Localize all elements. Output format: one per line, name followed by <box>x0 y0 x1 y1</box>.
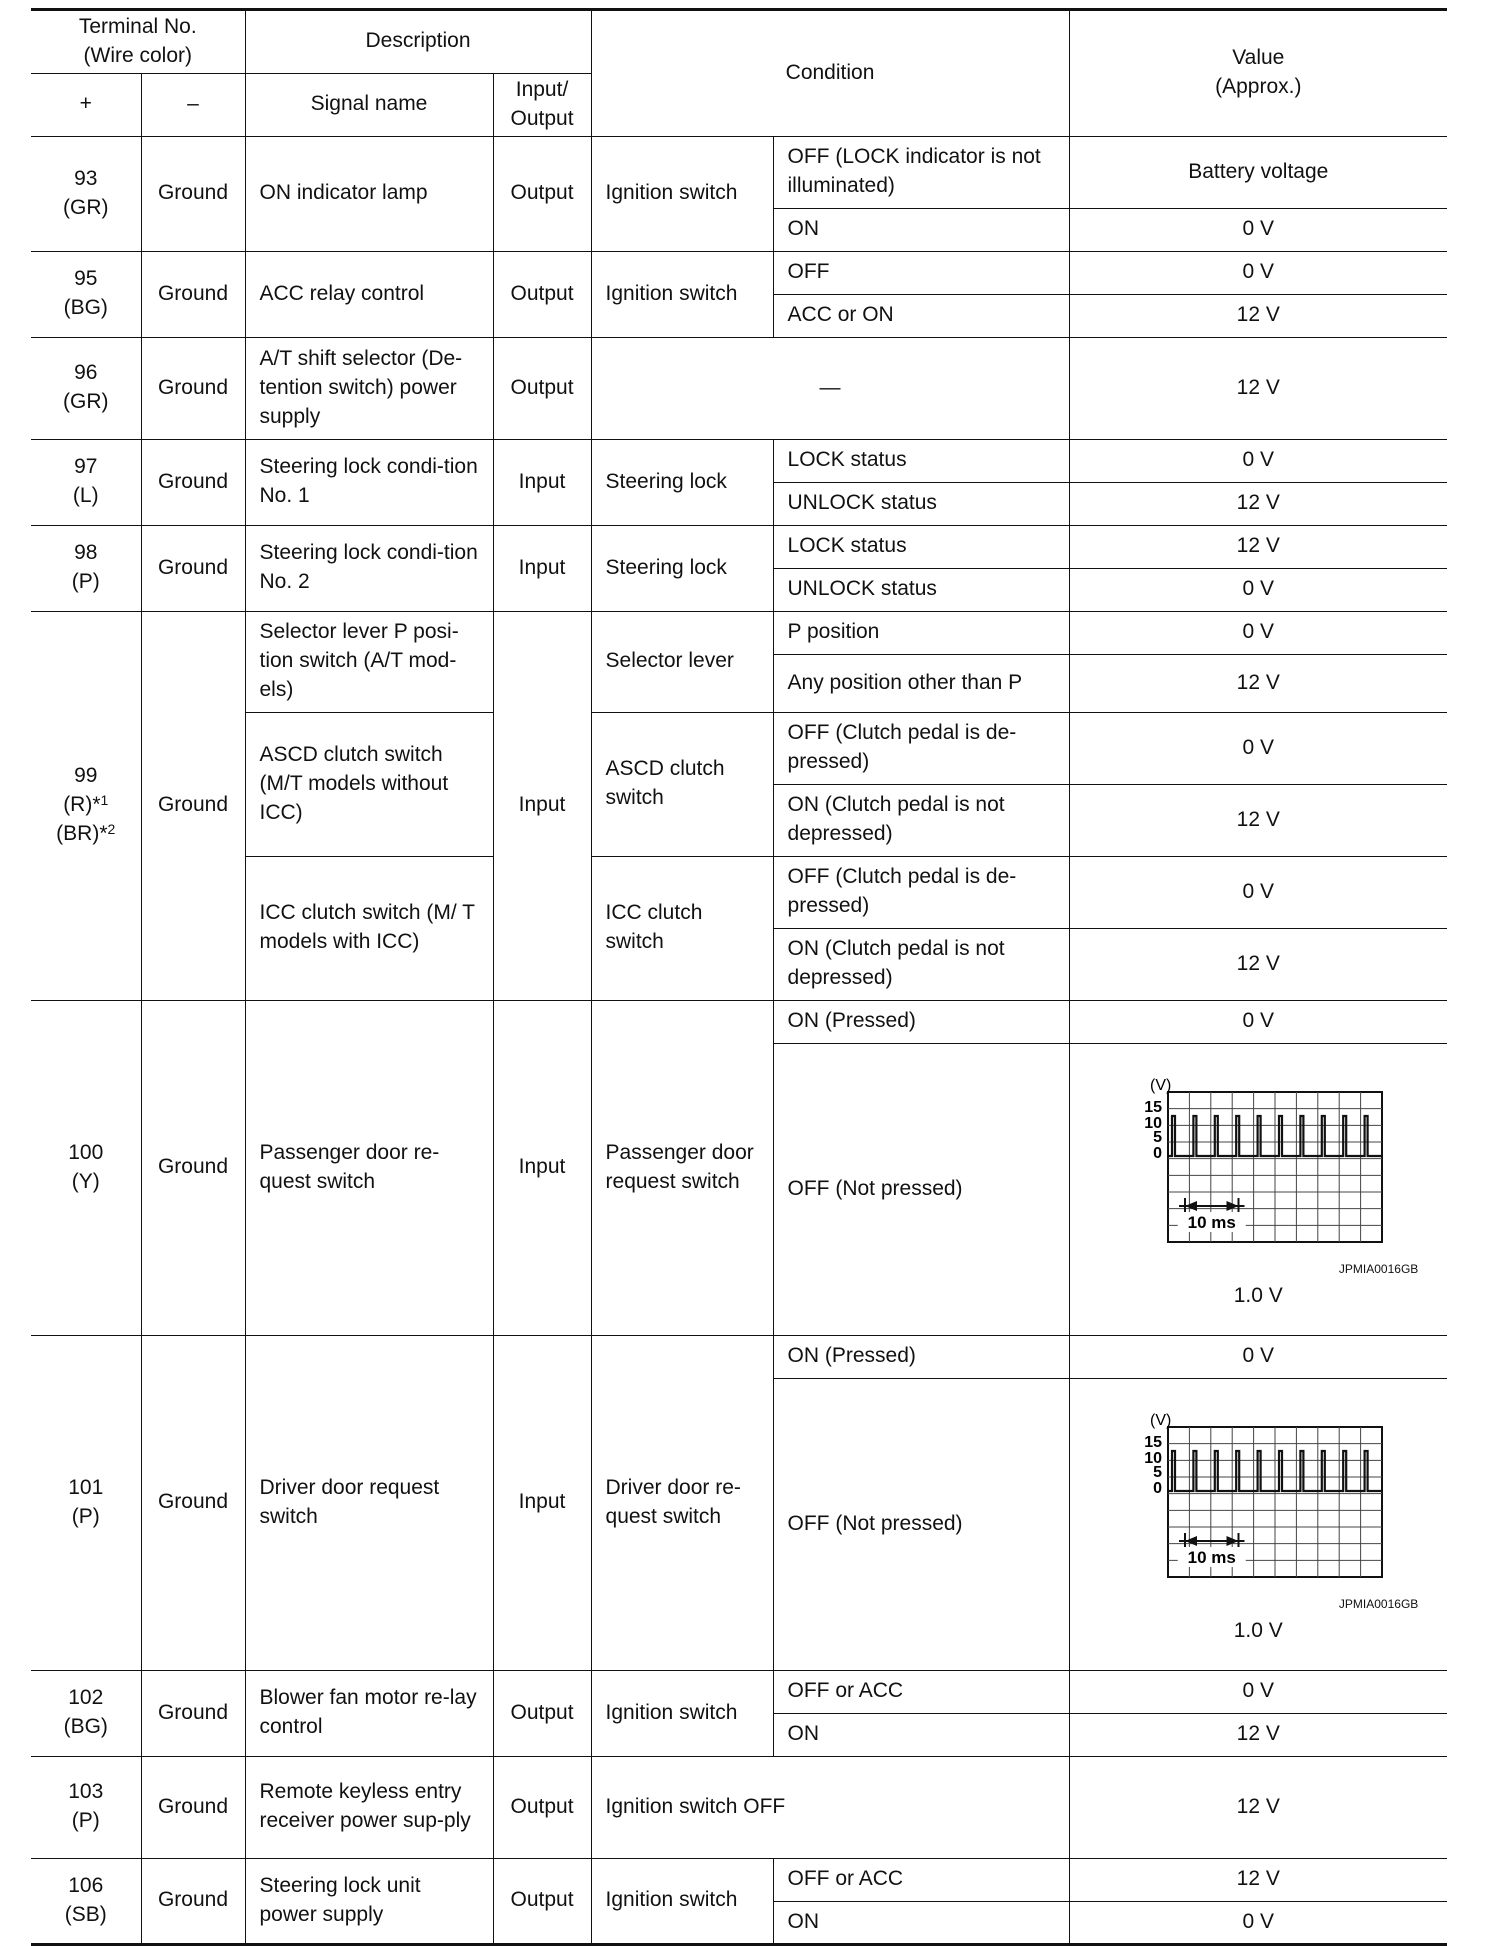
value-label: Value <box>1232 46 1285 70</box>
plus-header: + <box>31 73 141 136</box>
axis-tick-label: 0 <box>1153 1480 1163 1498</box>
ground-cell: Ground <box>141 1335 245 1670</box>
signal-name-header: Signal name <box>245 73 493 136</box>
terminal-cell: 102 (BG) <box>31 1670 141 1756</box>
ground-cell: Ground <box>141 1858 245 1944</box>
io-cell: Output <box>493 136 591 251</box>
value-cell: 0 V <box>1069 251 1447 294</box>
signal-cell: Steering lock condi-tion No. 1 <box>245 439 493 525</box>
io-cell: Input <box>493 611 591 1000</box>
signal-cell: Blower fan motor re-lay control <box>245 1670 493 1756</box>
axis-tick-label: 10 <box>1144 1115 1163 1133</box>
table-row <box>31 1335 1447 1378</box>
header-row-1 <box>31 10 1447 74</box>
ground-cell: Ground <box>141 1756 245 1858</box>
condition-header: Condition <box>591 10 1069 137</box>
signal-cell: Steering lock condi-tion No. 2 <box>245 525 493 611</box>
value-cell: 12 V <box>1069 1756 1447 1858</box>
state-cell: ON (Pressed) <box>773 1000 1069 1043</box>
ground-cell: Ground <box>141 525 245 611</box>
axis-unit-label: (V) <box>1150 1412 1172 1430</box>
waveform-figure <box>1098 1070 1418 1278</box>
state-cell: UNLOCK status <box>773 482 1069 525</box>
value-cell: 12 V <box>1069 784 1447 856</box>
state-cell: ON (Clutch pedal is not depressed) <box>773 928 1069 1000</box>
axis-tick-label: 5 <box>1153 1464 1163 1482</box>
io-header <box>493 73 591 136</box>
state-cell: LOCK status <box>773 439 1069 482</box>
table-row <box>31 525 1447 568</box>
condition-cell: Ignition switch <box>591 251 773 337</box>
state-cell: OFF <box>773 251 1069 294</box>
terminal-spec-sheet <box>31 8 1447 1946</box>
condition-cell: Driver door re-quest switch <box>591 1335 773 1670</box>
io-cell: Output <box>493 1858 591 1944</box>
ground-cell: Ground <box>141 337 245 439</box>
condition-cell: Passenger door request switch <box>591 1000 773 1335</box>
table-row <box>31 251 1447 294</box>
value-cell: 0 V <box>1069 712 1447 784</box>
terminal-cell: 106 (SB) <box>31 1858 141 1944</box>
value-header <box>1069 10 1447 137</box>
io-cell: Output <box>493 1670 591 1756</box>
minus-header: – <box>141 73 245 136</box>
signal-cell: Passenger door re-quest switch <box>245 1000 493 1335</box>
state-cell: OFF (Clutch pedal is de-pressed) <box>773 856 1069 928</box>
ground-cell: Ground <box>141 251 245 337</box>
state-cell: ACC or ON <box>773 294 1069 337</box>
condition-cell: Steering lock <box>591 525 773 611</box>
signal-cell: Remote keyless entry receiver power sup-ply <box>245 1756 493 1858</box>
table-row <box>31 1858 1447 1901</box>
condition-cell: Steering lock <box>591 439 773 525</box>
terminal-no-label: Terminal No. <box>78 15 197 38</box>
state-cell: OFF (LOCK indicator is not illuminated) <box>773 136 1069 208</box>
state-cell: ON (Pressed) <box>773 1335 1069 1378</box>
time-scale-label: 10 ms <box>1187 1548 1237 1568</box>
value-cell: 1.0 V <box>1233 1283 1283 1307</box>
signal-cell: A/T shift selector (De-tention switch) power supply <box>245 337 493 439</box>
condition-cell: — <box>591 337 1069 439</box>
condition-cell: ASCD clutch switch <box>591 712 773 856</box>
axis-unit-label: (V) <box>1150 1077 1172 1095</box>
io-cell: Input <box>493 439 591 525</box>
ground-cell: Ground <box>141 1000 245 1335</box>
value-cell: 12 V <box>1069 928 1447 1000</box>
state-cell: OFF (Clutch pedal is de-pressed) <box>773 712 1069 784</box>
io-label-1: Input/ <box>515 77 569 101</box>
table-row <box>31 439 1447 482</box>
ground-cell: Ground <box>141 439 245 525</box>
waveform-cell <box>1069 1378 1447 1670</box>
value-cell: Battery voltage <box>1069 136 1447 208</box>
wire-color-label: (Wire color) <box>83 43 192 67</box>
signal-cell: ASCD clutch switch (M/T models without ICC) <box>245 712 493 856</box>
ground-cell: Ground <box>141 611 245 1000</box>
terminal-cell: 98 (P) <box>31 525 141 611</box>
axis-tick-label: 15 <box>1144 1099 1163 1117</box>
axis-tick-label: 10 <box>1144 1450 1163 1468</box>
state-cell: ON (Clutch pedal is not depressed) <box>773 784 1069 856</box>
terminal-cell: 97 (L) <box>31 439 141 525</box>
time-scale-label: 10 ms <box>1187 1213 1237 1233</box>
description-header: Description <box>245 10 591 74</box>
value-cell: 0 V <box>1069 439 1447 482</box>
io-cell: Output <box>493 251 591 337</box>
value-cell: 12 V <box>1069 1713 1447 1756</box>
figure-code: JPMIA0016GB <box>1338 1597 1419 1612</box>
oscilloscope-graph <box>1098 1405 1418 1585</box>
table-row <box>31 136 1447 208</box>
table-row <box>31 611 1447 654</box>
signal-cell: Driver door request switch <box>245 1335 493 1670</box>
io-label-2: Output <box>510 106 574 130</box>
terminal-cell: 93 (GR) <box>31 136 141 251</box>
terminal-table <box>31 8 1447 1946</box>
io-cell: Output <box>493 1756 591 1858</box>
io-cell: Input <box>493 525 591 611</box>
signal-cell: Selector lever P posi-tion switch (A/T mod-els) <box>245 611 493 712</box>
signal-cell: Steering lock unit power supply <box>245 1858 493 1944</box>
value-cell: 1.0 V <box>1233 1618 1283 1642</box>
value-cell: 0 V <box>1069 611 1447 654</box>
condition-cell: Ignition switch <box>591 136 773 251</box>
state-cell: OFF or ACC <box>773 1858 1069 1901</box>
table-row <box>31 1756 1447 1858</box>
state-cell: UNLOCK status <box>773 568 1069 611</box>
state-cell: Any position other than P <box>773 654 1069 712</box>
value-cell: 0 V <box>1069 1335 1447 1378</box>
value-cell: 0 V <box>1069 208 1447 251</box>
value-cell: 12 V <box>1069 294 1447 337</box>
condition-cell: Ignition switch <box>591 1858 773 1944</box>
condition-cell: Ignition switch <box>591 1670 773 1756</box>
value-cell: 12 V <box>1069 525 1447 568</box>
table-row <box>31 1670 1447 1713</box>
value-cell: 12 V <box>1069 482 1447 525</box>
ground-cell: Ground <box>141 1670 245 1756</box>
value-cell: 12 V <box>1069 654 1447 712</box>
terminal-cell: 101 (P) <box>31 1335 141 1670</box>
terminal-cell: 103 (P) <box>31 1756 141 1858</box>
terminal-cell: 96 (GR) <box>31 337 141 439</box>
state-cell: P position <box>773 611 1069 654</box>
state-cell: ON <box>773 1901 1069 1944</box>
condition-cell: Selector lever <box>591 611 773 712</box>
value-cell: 12 V <box>1069 337 1447 439</box>
value-cell: 0 V <box>1069 568 1447 611</box>
value-cell: 0 V <box>1069 1000 1447 1043</box>
terminal-cell: 100 (Y) <box>31 1000 141 1335</box>
signal-cell: ACC relay control <box>245 251 493 337</box>
io-cell: Input <box>493 1000 591 1335</box>
io-cell: Input <box>493 1335 591 1670</box>
state-cell: OFF (Not pressed) <box>773 1378 1069 1670</box>
value-cell: 0 V <box>1069 1901 1447 1944</box>
table-row <box>31 337 1447 439</box>
signal-cell: ICC clutch switch (M/ T models with ICC) <box>245 856 493 1000</box>
io-cell: Output <box>493 337 591 439</box>
state-cell: ON <box>773 208 1069 251</box>
condition-cell: Ignition switch OFF <box>591 1756 1069 1858</box>
value-cell: 0 V <box>1069 1670 1447 1713</box>
state-cell: OFF (Not pressed) <box>773 1043 1069 1335</box>
terminal-cell: 99 (R)*$^1$ (BR)*$^2$ <box>31 611 141 1000</box>
state-cell: OFF or ACC <box>773 1670 1069 1713</box>
oscilloscope-graph <box>1098 1070 1418 1250</box>
axis-tick-label: 15 <box>1144 1434 1163 1452</box>
approx-label: (Approx.) <box>1215 75 1302 99</box>
state-cell: LOCK status <box>773 525 1069 568</box>
table-row <box>31 1000 1447 1043</box>
state-cell: ON <box>773 1713 1069 1756</box>
ground-cell: Ground <box>141 136 245 251</box>
axis-tick-label: 5 <box>1153 1129 1163 1147</box>
value-cell: 0 V <box>1069 856 1447 928</box>
value-cell: 12 V <box>1069 1858 1447 1901</box>
axis-tick-label: 0 <box>1153 1145 1163 1163</box>
terminal-header <box>31 10 245 74</box>
figure-code: JPMIA0016GB <box>1338 1262 1419 1277</box>
waveform-cell <box>1069 1043 1447 1335</box>
waveform-figure <box>1098 1405 1418 1613</box>
signal-cell: ON indicator lamp <box>245 136 493 251</box>
terminal-cell: 95 (BG) <box>31 251 141 337</box>
condition-cell: ICC clutch switch <box>591 856 773 1000</box>
